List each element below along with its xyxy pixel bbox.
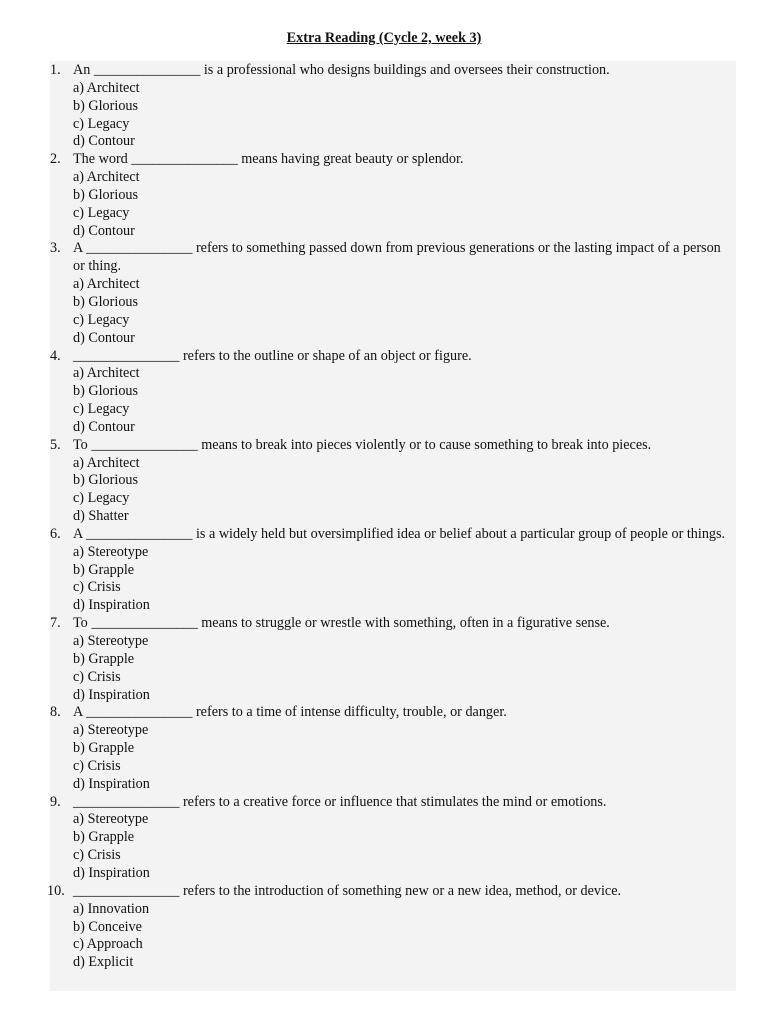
page-title: Extra Reading (Cycle 2, week 3) — [286, 30, 482, 46]
option-d: d) Shatter — [73, 508, 129, 525]
option-c: c) Legacy — [73, 401, 130, 418]
question-text: A _______________ is a widely held but oversimplified idea or belief about a particular group of people or things. — [73, 525, 726, 542]
question-stem — [50, 437, 736, 455]
answer-options — [50, 901, 736, 972]
option-d: d) Contour — [73, 418, 135, 435]
option-a: a) Architect — [73, 169, 140, 186]
option-b: b) Grapple — [73, 561, 135, 578]
option-c: c) Approach — [73, 936, 143, 953]
option-a: a) Stereotype — [73, 811, 149, 828]
option-d: d) Contour — [73, 329, 135, 346]
option-b: b) Glorious — [73, 472, 139, 489]
question-text: A _______________ refers to something passed down from previous generations or the lasting impact of a person or thing. — [73, 240, 721, 275]
question-stem — [47, 882, 736, 901]
question-number: 10. — [47, 882, 65, 899]
option-b: b) Grapple — [73, 740, 135, 757]
answer-options — [50, 811, 736, 882]
answer-options — [50, 276, 736, 347]
answer-options — [50, 169, 736, 240]
option-c: c) Legacy — [73, 311, 130, 328]
option-d: d) Inspiration — [73, 775, 150, 792]
question-number: 6. — [50, 525, 61, 542]
question-stem — [50, 704, 736, 722]
question-1 — [50, 62, 736, 151]
option-b: b) Grapple — [73, 829, 135, 846]
option-d: d) Inspiration — [73, 864, 150, 881]
question-number: 9. — [50, 793, 61, 810]
option-a: a) Architect — [73, 365, 140, 382]
question-text: A _______________ refers to a time of intense difficulty, trouble, or danger. — [73, 704, 507, 721]
option-b: b) Grapple — [73, 650, 135, 667]
question-number: 8. — [50, 704, 61, 721]
question-9 — [50, 794, 736, 883]
option-a: a) Architect — [73, 79, 140, 96]
question-stem — [50, 240, 736, 276]
question-stem — [50, 615, 736, 633]
option-a: a) Innovation — [73, 900, 150, 917]
option-a: a) Architect — [73, 276, 140, 293]
option-d: d) Contour — [73, 222, 135, 239]
question-text: To _______________ means to struggle or wrestle with something, often in a figurative sense. — [73, 615, 610, 632]
question-2 — [50, 151, 736, 240]
question-6 — [50, 526, 736, 615]
option-d: d) Inspiration — [73, 686, 150, 703]
option-d: d) Contour — [73, 133, 135, 150]
question-stem — [50, 348, 736, 366]
question-list — [47, 61, 736, 991]
question-stem — [50, 526, 736, 544]
question-stem — [50, 151, 736, 169]
option-d: d) Explicit — [73, 954, 134, 971]
question-number: 4. — [50, 347, 61, 364]
option-a: a) Architect — [73, 454, 140, 471]
question-4 — [50, 348, 736, 437]
option-b: b) Glorious — [73, 293, 139, 310]
question-number: 1. — [50, 62, 61, 78]
option-b: b) Conceive — [73, 918, 142, 935]
answer-options — [50, 722, 736, 793]
option-b: b) Glorious — [73, 186, 139, 203]
question-number: 2. — [50, 151, 61, 168]
question-8 — [50, 704, 736, 793]
question-text: The word _______________ means having great beauty or splendor. — [73, 151, 464, 168]
question-5 — [50, 437, 736, 526]
question-text: _______________ refers to the introduction of something new or a new idea, method, or device. — [73, 882, 622, 899]
question-3 — [50, 240, 736, 347]
option-b: b) Glorious — [73, 97, 139, 114]
question-number: 5. — [50, 436, 61, 453]
option-a: a) Stereotype — [73, 633, 149, 649]
answer-options — [50, 365, 736, 436]
answer-options — [50, 455, 736, 526]
question-text: To _______________ means to break into pieces violently or to cause something to break into pieces. — [73, 436, 652, 453]
option-c: c) Crisis — [73, 757, 121, 774]
option-c: c) Legacy — [73, 204, 130, 221]
option-d: d) Inspiration — [73, 597, 150, 614]
option-a: a) Stereotype — [73, 722, 149, 739]
option-a: a) Stereotype — [73, 543, 149, 560]
option-b: b) Glorious — [73, 383, 139, 400]
question-stem — [50, 62, 736, 80]
answer-options — [50, 80, 736, 151]
option-c: c) Legacy — [73, 115, 130, 132]
question-10 — [47, 882, 736, 972]
question-text: _______________ refers to a creative force or influence that stimulates the mind or emotions. — [73, 793, 607, 810]
question-number: 3. — [50, 240, 61, 257]
option-c: c) Crisis — [73, 847, 121, 864]
option-c: c) Legacy — [73, 490, 130, 507]
question-text: An _______________ is a professional who designs buildings and oversees their construction. — [73, 62, 610, 78]
answer-options — [50, 544, 736, 615]
question-7 — [50, 615, 736, 704]
option-c: c) Crisis — [73, 579, 121, 596]
question-number: 7. — [50, 615, 61, 632]
option-c: c) Crisis — [73, 668, 121, 685]
answer-options — [50, 633, 736, 704]
question-text: _______________ refers to the outline or shape of an object or figure. — [73, 347, 472, 364]
question-stem — [50, 794, 736, 812]
